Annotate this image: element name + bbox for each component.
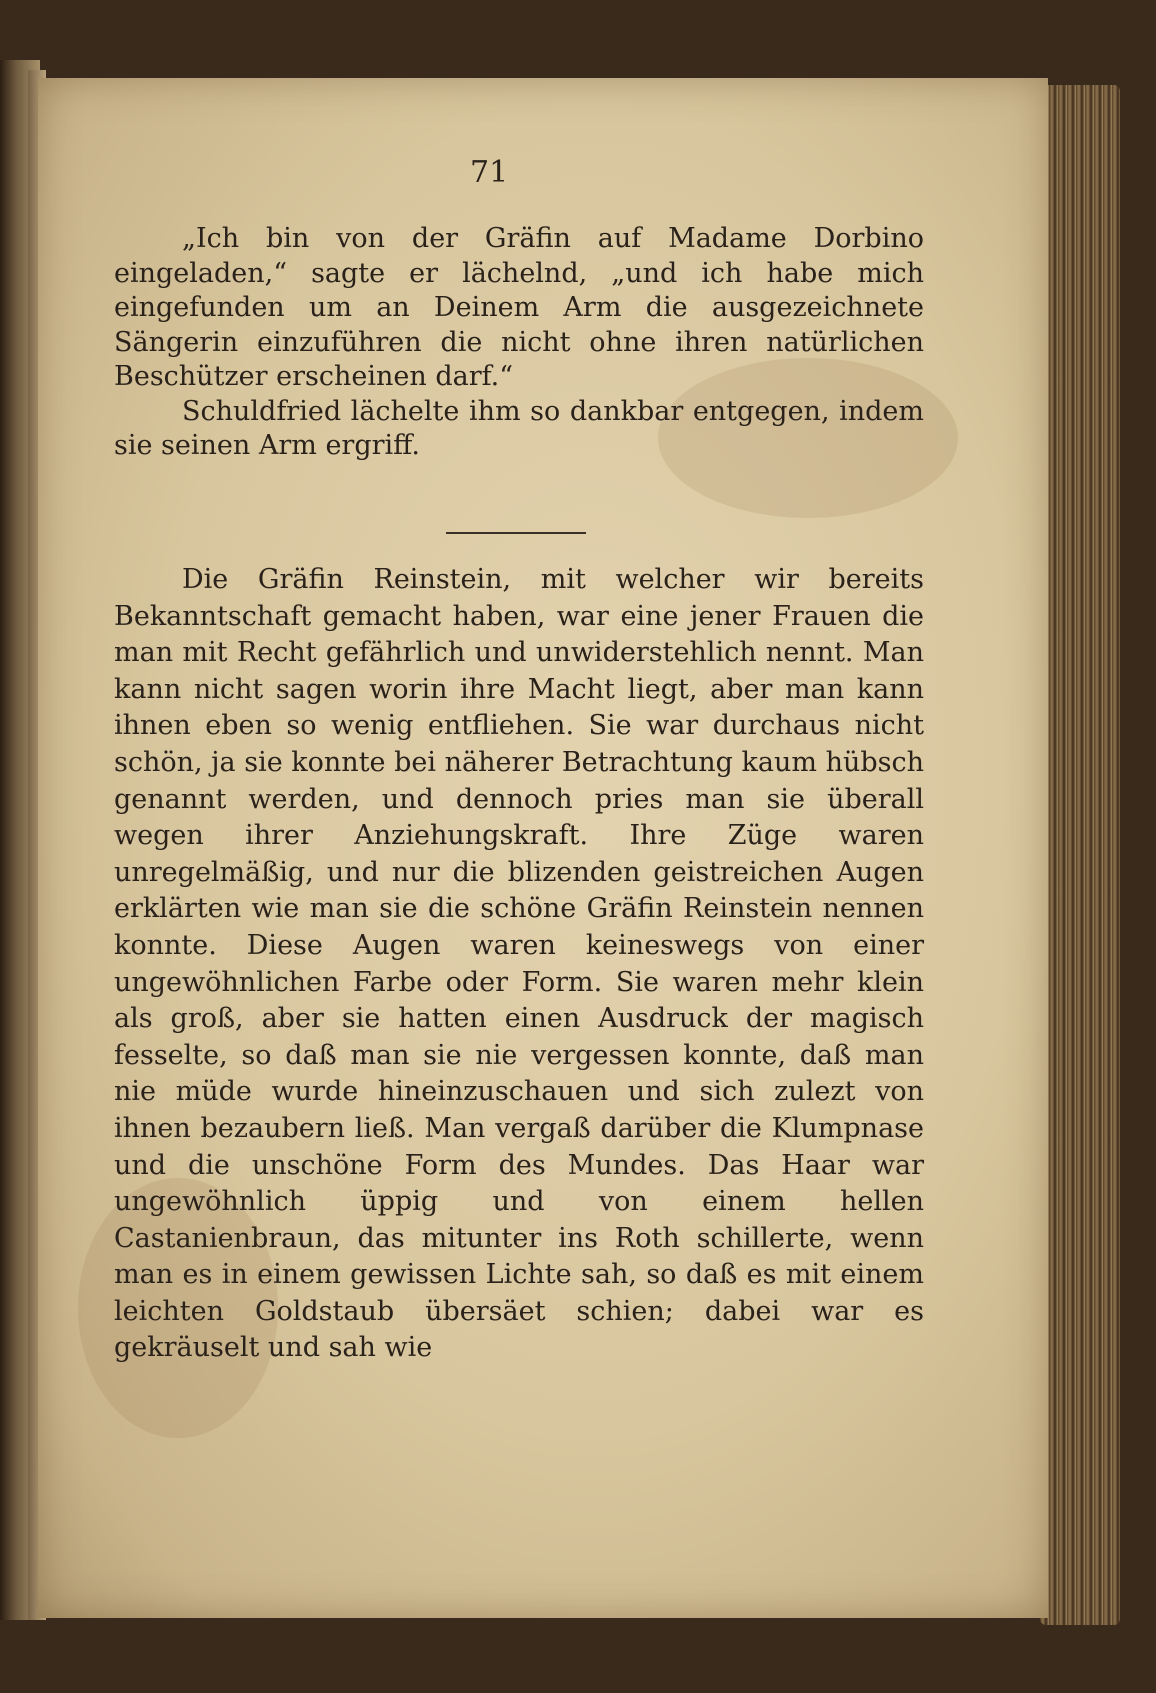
- page-number: 71: [470, 155, 509, 190]
- section-divider: [446, 532, 586, 534]
- paragraph: Schuldfried lächelte ihm so dankbar entgegen, indem sie seinen Arm ergriff.: [114, 395, 924, 461]
- paragraph: „Ich bin von der Gräfin auf Madame Dorbino eingeladen,“ sagte er lächelnd, „und ich habe mich eingefunden um an Deinem Arm die ausgezeichnete Sängerin einzuführen die nicht ohne ihren natürlichen Beschützer erscheinen darf.“: [114, 223, 924, 392]
- text-block-top: [114, 222, 924, 464]
- text-block-bottom: [114, 562, 924, 1367]
- page-edges: [1040, 85, 1120, 1625]
- paragraph: Die Gräfin Reinstein, mit welcher wir bereits Bekanntschaft gemacht haben, war eine jener Frauen die man mit Recht gefährlich und unwiderstehlich nennt. Man kann nicht sagen worin ihre Macht liegt, aber man kann ihnen eben so wenig entfliehen. Sie war durchaus nicht schön, ja sie konnte bei näherer Betrachtung kaum hübsch genannt werden, und dennoch pries man sie überall wegen ihrer Anziehungskraft. Ihre Züge waren unregelmäßig, und nur die blizenden geistreichen Augen erklärten wie man sie die schöne Gräfin Reinstein nennen konnte. Diese Augen waren keineswegs von einer ungewöhnlichen Farbe oder Form. Sie waren mehr klein als groß, aber sie hatten einen Ausdruck der magisch fesselte, so daß man sie nie vergessen konnte, daß man nie müde wurde hineinzuschauen und sich zulezt von ihnen bezaubern ließ. Man vergaß darüber die Klumpnase und die unschöne Form des Mundes. Das Haar war ungewöhnlich üppig und von einem hellen Castanienbraun, das mitunter ins Roth schillerte, wenn man es in einem gewissen Lichte sah, so daß es mit einem leichten Goldstaub übersäet schien; dabei war es gekräuselt und sah wie: [114, 564, 924, 1364]
